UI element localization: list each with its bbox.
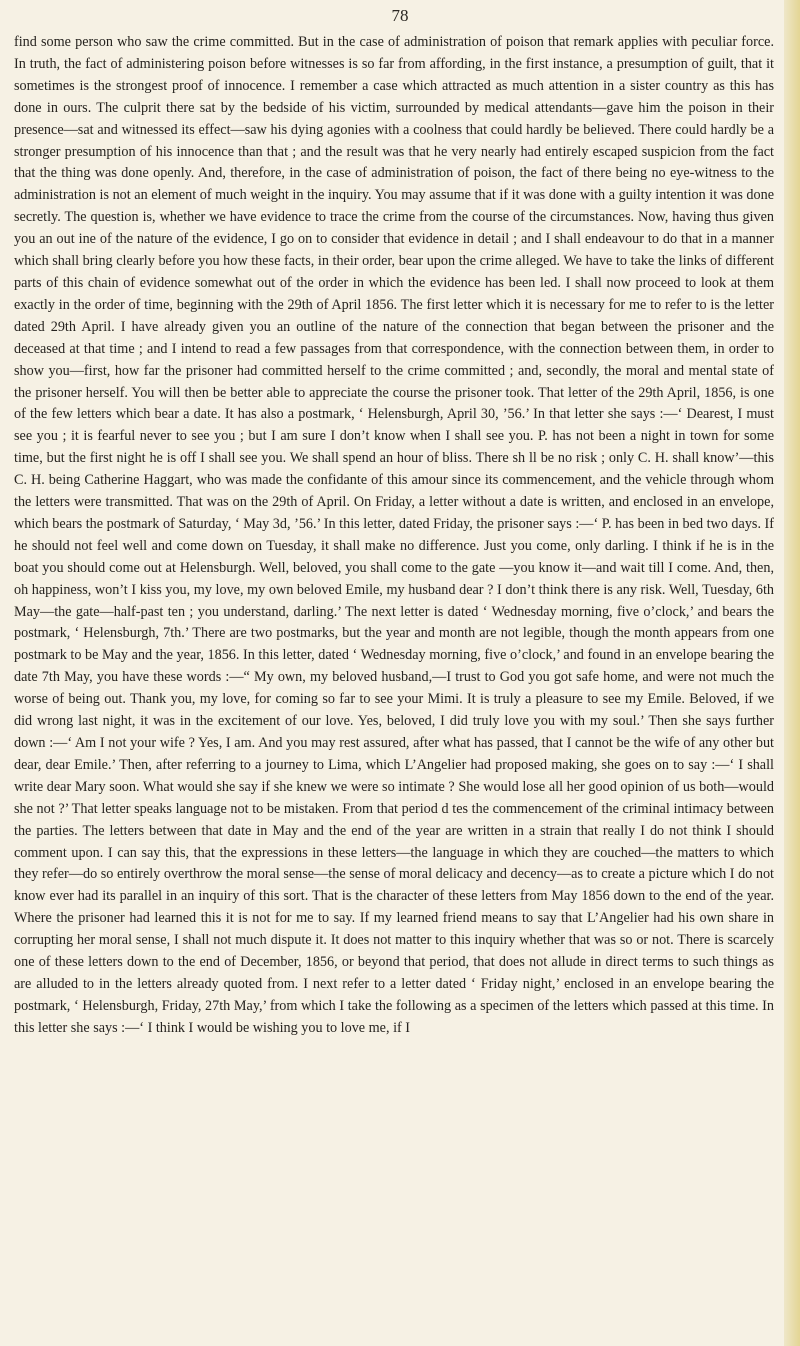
body-text: find some person who saw the crime committed. But in the case of administration of poison that remark applies with peculiar force. In truth, the fact of administering poison before witnesses is so far from affording, in the first instance, a presumption of guilt, that it sometimes is the strongest proof of innocence. I remember a case which attracted as much attention in a sister country as this has done in ours. The culprit there sat by the bedside of his victim, surrounded by medical attendants—gave him the poison in their presence—sat and witnessed its effect—saw his dying agonies with a coolness that could hardly be believed. There could hardly be a stronger presumption of his innocence than that ; and the result was that he very nearly had entirely escaped suspicion from the fact that the thing was done openly. And, therefore, in the case of administration of poison, the fact of there being no eye-witness to the administration is not an element of much weight in the inquiry. You may assume that if it was done with a guilty intention it was done secretly. The question is, whether we have evidence to trace the crime from the course of the circumstances. Now, having thus given you an out ine of the nature of the evidence, I go on to consider that evidence in detail ; and I shall endeavour to do that in a manner which shall bring clearly before you how these facts, in their order, bear upon the crime alleged. We have to take the links of different parts of this chain of evidence somewhat out of the order in which the evidence has been led. I shall now proceed to look at them exactly in the order of time, beginning with the 29th of April 1856. The first letter which it is necessary for me to refer to is the letter dated 29th April. I have already given you an outline of the nature of the connection that began between the prisoner and the deceased at that time ; and I intend to read a few passages from that correspondence, with the connection between them, in order to show you—first, how far the prisoner had committed herself to the crime committed ; and, secondly, the moral and mental state of the prisoner herself. You will then be better able to appreciate the course the prisoner took. That letter of the 29th April, 1856, is one of the few letters which bear a date. It has also a postmark, ‘ Helensburgh, April 30, ’56.’ In that letter she says :—‘ Dearest, I must see you ; it is fearful never to see you ; but I am sure I don’t know when I shall see you. P. has not been a night in town for some time, but the first night he is off I shall see you. We shall spend an hour of bliss. There sh ll be no risk ; only C. H. shall know’—this C. H. being Catherine Haggart, who was made the confidante of this amour since its commencement, and the vehicle through whom the letters were transmitted. That was on the 29th of April. On Friday, a letter without a date is written, and enclosed in an envelope, which bears the postmark of Saturday, ‘ May 3d, ’56.’ In this letter, dated Friday, the prisoner says :—‘ P. has been in bed two days. If he should not feel well and come down on Tuesday, it shall make no difference. Just you come, only darling. I think if he is in the boat you should come out at Helensburgh. Well, beloved, you shall come to the gate —you know it—and wait till I come. And, then, oh happiness, won’t I kiss you, my love, my own beloved Emile, my husband dear ? I don’t think there is any risk. Well, Tuesday, 6th May—the gate—half-past ten ; you understand, darling.’ The next letter is dated ‘ Wednesday morning, five o’clock,’ and bears the postmark, ‘ Helensburgh, 7th.’ There are two postmarks, but the year and month are not legible, though the month appears from one postmark to be May and the year, 1856. In this letter, dated ‘ Wednesday morning, five o’clock,’ and found in an envelope bearing the date 7th May, you have these words :—“ My own, my beloved husband,—I trust to God you got safe home, and were not much the worse of being out. Thank you, my love, for coming so far to see your Mimi. It is truly a pleasure to see my Emile. Beloved, if we did wrong last night, it was in the excitement of our love. Yes, beloved, I did truly love you with my soul.’ Then she says further down :—‘ Am I not your wife ? Yes, I am. And you may rest assured, after what has passed, that I cannot be the wife of any other but dear, dear Emile.’ Then, after referring to a journey to Lima, which L’Angelier had proposed making, she goes on to say :—‘ I shall write dear Mary soon. What would she say if she knew we were so intimate ? She would lose all her good opinion of us both—would she not ?’ That letter speaks language not to be mistaken. From that period d tes the commencement of the criminal intimacy between the parties. The letters between that date in May and the end of the year are written in a strain that really I do not think I should comment upon. I can say this, that the expressions in these letters—the language in which they are couched—the matters to which they refer—do so entirely overthrow the moral sense—the sense of moral delicacy and decency—as to create a picture which I do not know ever had its parallel in an inquiry of this sort. That is the character of these letters from May 1856 down to the end of the year. Where the prisoner had learned this it is not for me to say. If my learned friend means to say that L’Angelier had his own share in corrupting her moral sense, I shall not much dispute it. It does not matter to this inquiry whether that was so or not. There is scarcely one of these letters down to the end of December, 1856, or beyond that period, that does not allude in direct terms to such things as are alluded to in the letters already quoted from. I next refer to a letter dated ‘ Friday night,’ enclosed in an envelope bearing the postmark, ‘ Helensburgh, Friday, 27th May,’ from which I take the following as a specimen of the letters which passed at this time. In this letter she says :—‘ I think I would be wishing you to love me, if I [14,34,774,1036]
page-edge [784,0,800,1346]
page-number: 78 [391,6,409,25]
